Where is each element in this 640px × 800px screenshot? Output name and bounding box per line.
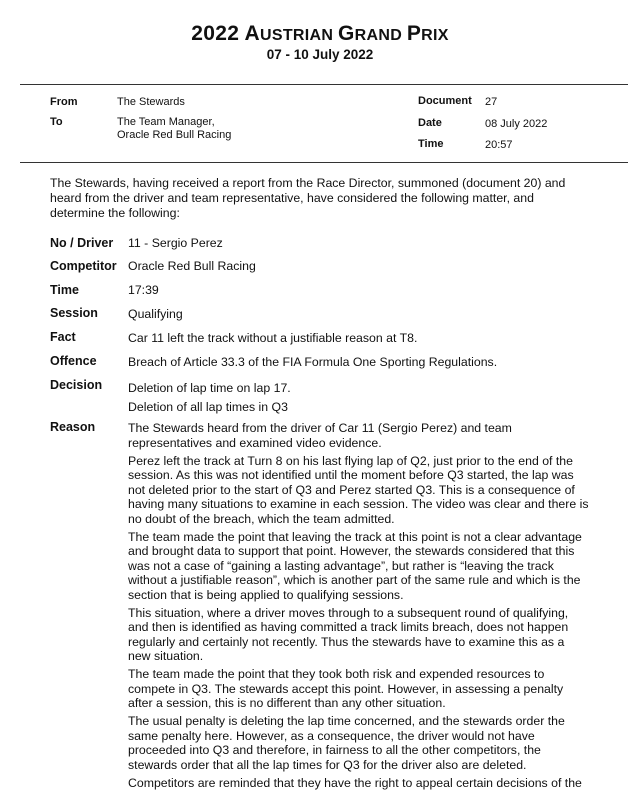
driver-label: No / Driver <box>50 236 114 250</box>
decision-value <box>128 379 590 417</box>
time-field-label: Time <box>50 283 79 297</box>
title-part: RAND <box>354 27 407 44</box>
competitor-value: Oracle Red Bull Racing <box>128 259 256 273</box>
date-label: Date <box>418 117 442 129</box>
intro-paragraph: The Stewards, having received a report from the Race Director, summoned (document 20) and heard from the driver and team representative, have considered the following matter, and determine the following: <box>50 176 566 220</box>
document-number: 27 <box>485 96 498 108</box>
decision-label: Decision <box>50 378 103 392</box>
title-part: 2022 A <box>191 22 261 45</box>
to-value-line: The Team Manager, <box>117 116 215 128</box>
time-value: 20:57 <box>485 139 513 151</box>
reason-paragraph: The usual penalty is deleting the lap time concerned, and the stewards order the same penalty here. However, as a consequence, the driver would not have proceeded into Q3 and therefore, in fairness to all the other competitors, the stewards order that all the lap times for Q3 for the driver also are deleted. <box>128 714 565 772</box>
time-field-value: 17:39 <box>128 283 159 297</box>
from-value: The Stewards <box>117 96 185 108</box>
from-label: From <box>50 96 78 108</box>
document-title <box>0 22 640 46</box>
reason-paragraph: Competitors are reminded that they have the right to appeal certain decisions of the <box>128 775 582 790</box>
offence-value: Breach of Article 33.3 of the FIA Formula One Sporting Regulations. <box>128 355 498 369</box>
reason-paragraph: This situation, where a driver moves through to a subsequent round of qualifying, and then is identified as having committed a track limits breach, does not happen regularly and certainly not recently. Thus the stewards have to examine this as a new situation. <box>128 605 569 663</box>
offence-label: Offence <box>50 354 97 368</box>
title-part: P <box>406 22 422 45</box>
reason-body <box>128 421 590 794</box>
time-label: Time <box>418 138 444 150</box>
event-dates: 07 - 10 July 2022 <box>266 47 374 62</box>
reason-paragraph: Perez left the track at Turn 8 on his last flying lap of Q2, just prior to the end of the session. As this was not identified until the moment before Q3 started, the lap was not deleted prior to the start of Q3 and Perez started Q3. This is a consequence of having many situations to examine in each session. The video was clear and there is no doubt of the breach, which the team admitted. <box>128 453 589 526</box>
to-value <box>117 116 231 142</box>
driver-value: 11 - Sergio Perez <box>128 236 223 250</box>
reason-label: Reason <box>50 420 96 434</box>
header-bottom-rule <box>20 162 628 163</box>
header-top-rule <box>20 84 628 85</box>
reason-paragraph: The Stewards heard from the driver of Car 11 (Sergio Perez) and team representatives and examined video evidence. <box>128 421 512 450</box>
fact-value: Car 11 left the track without a justifiable reason at T8. <box>128 331 418 345</box>
to-label: To <box>50 116 63 128</box>
reason-paragraph: The team made the point that they took both risk and expended resources to compete in Q3. The stewards accept this point. However, in assessing a penalty after a session, this is no different than any other situation. <box>128 667 564 710</box>
fact-label: Fact <box>50 330 76 344</box>
decision-line: Deletion of all lap times in Q3 <box>128 400 288 414</box>
title-part: RIX <box>421 27 449 44</box>
session-label: Session <box>50 306 98 320</box>
session-value: Qualifying <box>128 307 183 321</box>
competitor-label: Competitor <box>50 259 117 273</box>
title-part: USTRIAN <box>260 27 338 44</box>
document-label: Document <box>418 95 472 107</box>
to-value-line: Oracle Red Bull Racing <box>117 129 232 141</box>
title-part: G <box>338 22 355 45</box>
date-value: 08 July 2022 <box>485 118 548 130</box>
reason-paragraph: The team made the point that leaving the track at this point is not a clear advantage and brought data to support that point. However, the stewards considered that this was not a case of “gaining a lasting advantage”, but rather is “leaving the track without a justifiable reason”, which is another part of the same rule and which is the section that is being applied to qualifying sessions. <box>128 529 582 602</box>
decision-line: Deletion of lap time on lap 17. <box>128 381 291 395</box>
